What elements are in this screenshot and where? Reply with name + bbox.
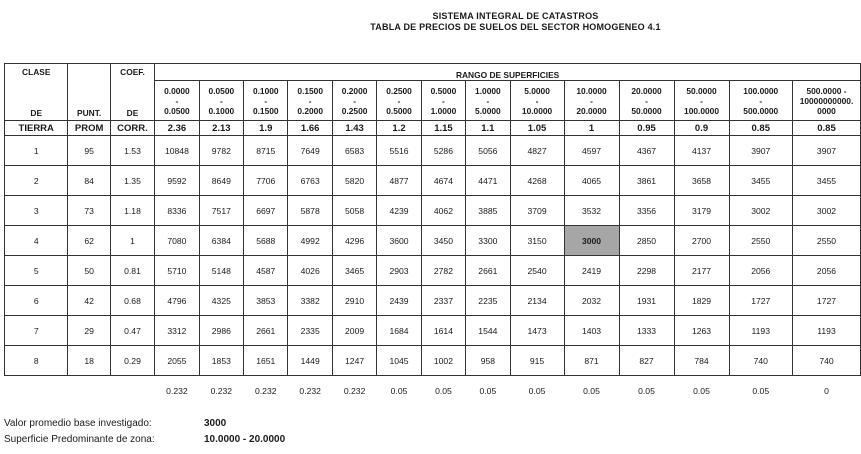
price-cell: 871	[564, 346, 619, 376]
price-cell: 1544	[466, 316, 510, 346]
range-to: 0.1000	[208, 105, 235, 116]
price-cell: 3532	[564, 196, 619, 226]
price-cell: 3002	[792, 196, 860, 226]
clase-cell: 7	[5, 316, 68, 346]
table-row	[5, 316, 861, 346]
range-coef-cell: 1.9	[244, 121, 288, 136]
header-coef-de: DE	[110, 81, 154, 121]
price-cell: 958	[466, 346, 510, 376]
price-cell: 3885	[466, 196, 510, 226]
price-cell: 1403	[564, 316, 619, 346]
range-from: 10.0000	[576, 85, 607, 96]
coef-cell: 0.68	[110, 286, 154, 316]
header-de: DE	[5, 81, 68, 121]
header-tierra: TIERRA	[5, 121, 68, 136]
table-row	[5, 166, 861, 196]
price-cell: 4992	[288, 226, 332, 256]
factor-cell: 0.232	[343, 386, 366, 396]
range-header-1	[199, 81, 243, 121]
price-cell: 4065	[564, 166, 619, 196]
range-from: 0.1500	[297, 85, 323, 96]
clase-cell: 8	[5, 346, 68, 376]
range-to: 50.0000	[631, 105, 662, 116]
price-cell: 4268	[510, 166, 564, 196]
range-to: 0.2500	[341, 105, 368, 116]
header-punt-blank	[68, 64, 110, 81]
price-cell: 5820	[332, 166, 376, 196]
price-cell: 2661	[466, 256, 510, 286]
range-to: 1.0000	[430, 105, 457, 116]
price-cell: 4877	[377, 166, 421, 196]
punt-cell: 73	[68, 196, 110, 226]
price-cell: 4026	[288, 256, 332, 286]
price-cell: 4597	[564, 136, 619, 166]
clase-cell: 3	[5, 196, 68, 226]
price-cell: 3450	[421, 226, 465, 256]
price-cell: 8649	[199, 166, 243, 196]
factor-row	[5, 376, 861, 407]
range-header-11	[674, 81, 729, 121]
price-cell: 2056	[792, 256, 860, 286]
range-dash: -	[264, 95, 268, 106]
price-cell: 2986	[199, 316, 243, 346]
price-cell: 4796	[155, 286, 199, 316]
header-clase: CLASE	[5, 64, 68, 81]
range-from: 5.0000	[524, 85, 550, 96]
price-cell: 5056	[466, 136, 510, 166]
price-cell: 2850	[619, 226, 674, 256]
range-header-2	[244, 81, 288, 121]
range-dash: -	[353, 95, 356, 106]
range-to: 5.0000	[475, 105, 501, 116]
price-cell: 740	[792, 346, 860, 376]
price-cell: 5148	[199, 256, 243, 286]
range-header-12	[729, 81, 792, 121]
punt-cell: 29	[68, 316, 110, 346]
range-coef-cell: 0.85	[729, 121, 792, 136]
price-cell: 1727	[729, 286, 792, 316]
highlighted-price-cell: 3000	[564, 226, 619, 256]
range-coef-cell: 1.43	[332, 121, 376, 136]
range-header-10	[619, 81, 674, 121]
price-cell: 4367	[619, 136, 674, 166]
range-to: 100.0000	[684, 105, 719, 116]
promedio-label: Valor promedio base investigado:	[4, 418, 152, 429]
promedio-value: 3000	[204, 418, 227, 429]
price-cell: 1333	[619, 316, 674, 346]
factor-cell: 0.05	[752, 386, 770, 396]
range-dash: -	[397, 95, 401, 106]
price-cell: 1614	[421, 316, 465, 346]
range-dash: -	[590, 95, 593, 106]
range-dash: 10000000000.	[799, 95, 854, 106]
factor-cell: 0.05	[693, 386, 710, 396]
range-header-9	[564, 81, 619, 121]
range-dash: -	[175, 95, 179, 106]
range-dash: -	[308, 95, 312, 106]
price-cell: 3861	[619, 166, 674, 196]
range-coef-cell: 1.66	[288, 121, 332, 136]
price-cell: 3658	[674, 166, 729, 196]
table-row	[5, 196, 861, 226]
coef-cell: 1	[110, 226, 154, 256]
price-cell: 1829	[674, 286, 729, 316]
range-to: 0.1500	[252, 105, 279, 116]
punt-cell: 18	[68, 346, 110, 376]
price-cell: 6763	[288, 166, 332, 196]
price-cell: 2032	[564, 286, 619, 316]
header-prom: PROM	[68, 121, 110, 136]
price-cell: 5058	[332, 196, 376, 226]
price-cell: 3455	[792, 166, 860, 196]
price-cell: 6384	[199, 226, 243, 256]
price-cell: 5516	[377, 136, 421, 166]
price-cell: 2009	[332, 316, 376, 346]
factor-cell: 0.05	[583, 386, 600, 396]
price-cell: 6697	[244, 196, 288, 226]
range-from: 500.0000 -	[806, 85, 847, 96]
price-cell: 3312	[155, 316, 199, 346]
price-cell: 1449	[288, 346, 332, 376]
range-coef-cell: 2.13	[199, 121, 243, 136]
coef-cell: 0.29	[110, 346, 154, 376]
factor-cell: 0.05	[638, 386, 655, 396]
price-cell: 2298	[619, 256, 674, 286]
price-cell: 2177	[674, 256, 729, 286]
range-dash: -	[645, 95, 648, 106]
range-from: 0.2000	[341, 85, 368, 96]
range-to: 0.2000	[297, 105, 323, 116]
price-cell: 8336	[155, 196, 199, 226]
price-cell: 3356	[619, 196, 674, 226]
factor-cell: 0	[824, 386, 829, 396]
header-rango: RANGO DE SUPERFICIES	[155, 64, 861, 81]
range-from: 20.0000	[631, 85, 662, 96]
price-cell: 3709	[510, 196, 564, 226]
price-cell: 2661	[244, 316, 288, 346]
price-cell: 4137	[674, 136, 729, 166]
clase-cell: 4	[5, 226, 68, 256]
price-cell: 2910	[332, 286, 376, 316]
range-coef-cell: 1.05	[510, 121, 564, 136]
range-to: 20.0000	[576, 105, 607, 116]
range-header-3	[288, 81, 332, 121]
factor-blank	[68, 376, 110, 407]
table-row	[5, 136, 861, 166]
coef-cell: 1.35	[110, 166, 154, 196]
punt-cell: 84	[68, 166, 110, 196]
coef-cell: 0.81	[110, 256, 154, 286]
range-to: 0.5000	[386, 105, 412, 116]
price-cell: 7649	[288, 136, 332, 166]
price-cell: 3179	[674, 196, 729, 226]
price-cell: 2335	[288, 316, 332, 346]
footer-promedio	[4, 418, 227, 429]
price-cell: 1045	[377, 346, 421, 376]
range-coef-cell: 1	[564, 121, 619, 136]
range-coef-cell: 0.9	[674, 121, 729, 136]
price-cell: 1727	[792, 286, 860, 316]
price-cell: 7080	[155, 226, 199, 256]
price-cell: 2700	[674, 226, 729, 256]
price-cell: 2419	[564, 256, 619, 286]
price-cell: 5286	[421, 136, 465, 166]
price-cell: 1002	[421, 346, 465, 376]
price-cell: 1193	[792, 316, 860, 346]
range-coef-cell: 0.95	[619, 121, 674, 136]
price-cell: 3002	[729, 196, 792, 226]
factor-cell: 0.05	[390, 386, 408, 396]
range-coef-cell: 1.1	[466, 121, 510, 136]
price-cell: 4062	[421, 196, 465, 226]
factor-cell: 0.05	[479, 386, 497, 396]
price-cell: 8715	[244, 136, 288, 166]
table-row	[5, 256, 861, 286]
range-to: 500.0000	[743, 105, 779, 116]
price-cell: 7517	[199, 196, 243, 226]
price-cell: 9782	[199, 136, 243, 166]
clase-cell: 6	[5, 286, 68, 316]
price-cell: 3853	[244, 286, 288, 316]
price-cell: 7706	[244, 166, 288, 196]
range-from: 1.0000	[475, 85, 501, 96]
price-cell: 5878	[288, 196, 332, 226]
price-cell: 3382	[288, 286, 332, 316]
price-cell: 1473	[510, 316, 564, 346]
price-cell: 2337	[421, 286, 465, 316]
price-cell: 827	[619, 346, 674, 376]
table-row	[5, 346, 861, 376]
range-from: 0.1000	[252, 85, 279, 96]
price-cell: 1651	[244, 346, 288, 376]
price-cell: 2550	[792, 226, 860, 256]
price-cell: 3150	[510, 226, 564, 256]
factor-blank	[110, 376, 154, 407]
factor-cell: 0.232	[255, 386, 277, 396]
range-coef-cell: 1.2	[377, 121, 421, 136]
range-from: 100.0000	[743, 85, 779, 96]
range-from: 0.0000	[164, 85, 190, 96]
coef-cell: 0.47	[110, 316, 154, 346]
price-cell: 1931	[619, 286, 674, 316]
range-dash: -	[219, 95, 223, 106]
punt-cell: 50	[68, 256, 110, 286]
clase-cell: 1	[5, 136, 68, 166]
price-cell: 3455	[729, 166, 792, 196]
clase-cell: 5	[5, 256, 68, 286]
price-cell: 3465	[332, 256, 376, 286]
price-cell: 2550	[729, 226, 792, 256]
footer-superficie	[4, 434, 286, 445]
range-coef-cell: 2.36	[155, 121, 199, 136]
range-from: 0.2500	[386, 85, 412, 96]
range-header-4	[332, 81, 376, 121]
header-corr: CORR.	[110, 121, 154, 136]
range-dash: -	[759, 95, 763, 106]
table-row	[5, 286, 861, 316]
price-cell: 2235	[466, 286, 510, 316]
price-cell: 1684	[377, 316, 421, 346]
range-from: 0.5000	[430, 85, 457, 96]
price-cell: 9592	[155, 166, 199, 196]
document-subtitle: TABLA DE PRECIOS DE SUELOS DEL SECTOR HOMOGENEO 4.1	[370, 22, 661, 32]
range-dash: -	[535, 95, 539, 106]
price-cell: 740	[729, 346, 792, 376]
punt-cell: 95	[68, 136, 110, 166]
price-cell: 915	[510, 346, 564, 376]
header-punt: PUNT.	[68, 81, 110, 121]
price-cell: 2903	[377, 256, 421, 286]
range-dash: -	[486, 95, 490, 106]
price-cell: 1193	[729, 316, 792, 346]
price-cell: 1853	[199, 346, 243, 376]
price-cell: 2055	[155, 346, 199, 376]
land-price-table	[4, 63, 861, 406]
range-header-7	[466, 81, 510, 121]
price-cell: 2134	[510, 286, 564, 316]
price-cell: 3907	[729, 136, 792, 166]
range-to: 10.0000	[521, 105, 553, 116]
range-header-13	[792, 81, 860, 121]
coef-cell: 1.53	[110, 136, 154, 166]
header-coef: COEF.	[110, 64, 154, 81]
range-coef-cell: 1.15	[421, 121, 465, 136]
range-dash: -	[700, 95, 703, 106]
price-cell: 3600	[377, 226, 421, 256]
table-row	[5, 226, 861, 256]
range-header-8	[510, 81, 564, 121]
price-cell: 10848	[155, 136, 199, 166]
document-title: SISTEMA INTEGRAL DE CATASTROS	[432, 11, 599, 21]
price-cell: 4296	[332, 226, 376, 256]
price-cell: 5710	[155, 256, 199, 286]
factor-blank	[5, 376, 68, 407]
price-cell: 5688	[244, 226, 288, 256]
price-cell: 4674	[421, 166, 465, 196]
factor-cell: 0.232	[210, 386, 233, 396]
price-cell: 4325	[199, 286, 243, 316]
superficie-label: Superficie Predominante de zona:	[4, 434, 155, 445]
superficie-value: 10.0000 - 20.0000	[204, 434, 286, 445]
range-to: 0.0500	[164, 105, 190, 116]
price-cell: 6583	[332, 136, 376, 166]
price-cell: 4471	[466, 166, 510, 196]
range-dash: -	[442, 95, 445, 106]
range-from: 0.0500	[208, 85, 235, 96]
price-cell: 1263	[674, 316, 729, 346]
price-cell: 4587	[244, 256, 288, 286]
punt-cell: 42	[68, 286, 110, 316]
range-header-0	[155, 81, 199, 121]
range-from: 50.0000	[686, 85, 717, 96]
coef-cell: 1.18	[110, 196, 154, 226]
punt-cell: 62	[68, 226, 110, 256]
price-cell: 1247	[332, 346, 376, 376]
price-cell: 2540	[510, 256, 564, 286]
price-cell: 2056	[729, 256, 792, 286]
range-header-6	[421, 81, 465, 121]
range-header-5	[377, 81, 421, 121]
factor-cell: 0.05	[435, 386, 452, 396]
factor-cell: 0.05	[528, 386, 546, 396]
price-cell: 2439	[377, 286, 421, 316]
factor-cell: 0.232	[299, 386, 321, 396]
price-cell: 4827	[510, 136, 564, 166]
price-cell: 784	[674, 346, 729, 376]
range-coef-cell: 0.85	[792, 121, 860, 136]
price-cell: 2782	[421, 256, 465, 286]
factor-cell: 0.232	[166, 386, 188, 396]
price-cell: 3907	[792, 136, 860, 166]
range-to: 0000	[817, 105, 836, 116]
clase-cell: 2	[5, 166, 68, 196]
price-cell: 3300	[466, 226, 510, 256]
price-cell: 4239	[377, 196, 421, 226]
